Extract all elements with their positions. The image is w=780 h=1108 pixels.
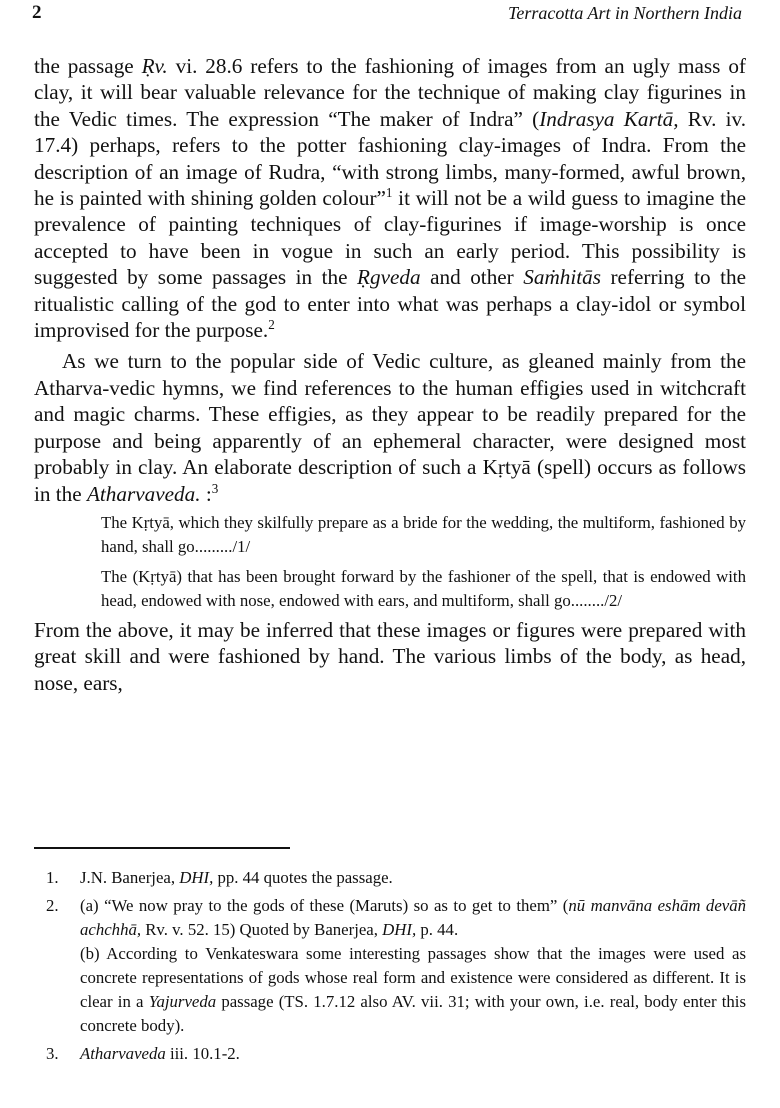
- italic-run: Indrasya Kartā,: [539, 106, 679, 131]
- text-run: it will not be a wild guess to imagine the prevalence of painting techniques of clay-figurines if image-worship is once accepted to have been in vogue in such an early period. This possibility is suggested by some passages in the: [34, 186, 746, 290]
- italic-run: nū manvāna eshām devāñ achchhā,: [80, 896, 746, 939]
- running-title: Terracotta Art in Northern India: [507, 3, 742, 23]
- paragraph-3: [34, 617, 746, 696]
- text-run: :: [200, 481, 212, 506]
- footnote-2b: [80, 942, 746, 1038]
- body-text: [34, 53, 746, 696]
- page-number: 2: [32, 2, 42, 23]
- footnote-3: [46, 1042, 746, 1066]
- footnote-ref: 1: [385, 184, 393, 200]
- text-run: (b) According to Venkateswara some interesting passages show that the images were used as concrete representations of gods whose real form and existence were considered as different. It is clear in a: [80, 944, 746, 1011]
- italic-run: Ṛgveda: [357, 265, 421, 290]
- paragraph-2: [34, 348, 746, 506]
- footnote-2a: [80, 894, 746, 942]
- text-run: the passage: [34, 54, 142, 78]
- footnote-number: 2.: [46, 896, 59, 915]
- text-run: passage (TS. 1.7.12 also AV. vii. 31; with your own, i.e. real, body enter this concrete body).: [80, 992, 746, 1035]
- block-quote-2: The (Kṛtyā) that has been brought forward by the fashioner of the spell, that is endowed with head, endowed with nose, endowed with ears, and multiform, shall go......../2/: [101, 566, 746, 610]
- footnote-ref: 3: [211, 480, 219, 496]
- footnote-ref: 2: [268, 317, 275, 332]
- italic-run: Atharvaveda.: [86, 481, 201, 506]
- text-run: From the above, it may be inferred that these images or figures were prepared with great skill and were fashioned by hand. The various limbs of the body, as head, nose, ears,: [34, 617, 746, 695]
- text-run: referring to the ritualistic calling of the god to enter into what was perhaps a clay-idol or symbol improvised for the purpose.: [34, 265, 746, 343]
- text-run: Rv. iv. 17.4) perhaps, refers to the potter fashioning clay-images of Indra. From the description of an image of Rudra, “with strong limbs, many-formed, awful brown, he is painted with shining golden colour”: [34, 106, 746, 211]
- text-run: As we turn to the popular side of Vedic culture, as gleaned mainly from the Atharva-vedic hymns, we find references to the human effigies used in witchcraft and magic charms. These effigies, as they appear to be readily prepared for the purpose and being apparently of an ephemeral character, were designed most probably in clay. An elaborate description of such a Kṛtyā (spell) occurs as follows in the: [34, 349, 746, 506]
- italic-run: Atharvaveda: [80, 1044, 166, 1063]
- footnotes: [46, 866, 746, 1066]
- footnote-number: 1.: [46, 868, 59, 887]
- text-run: iii. 10.1-2.: [165, 1044, 240, 1063]
- block-quote-1: The Kṛtyā, which they skilfully prepare as a bride for the wedding, the multiform, fashioned by hand, shall go........./1/: [101, 512, 746, 556]
- text-run: p. 44.: [416, 920, 459, 939]
- footnote-number: 3.: [46, 1044, 59, 1063]
- text-run: vi. 28.6 refers to the fashioning of images from an ugly mass of clay, it will bear valuable relevance for the technique of making clay figurines in the Vedic times. The expression “The maker of Indra” (: [34, 54, 746, 131]
- italic-run: DHI,: [179, 868, 214, 887]
- text-run: J.N. Banerjea,: [80, 868, 180, 887]
- footnote-rule: [34, 847, 290, 849]
- text-run: Rv. v. 52. 15) Quoted by Banerjea,: [141, 920, 383, 939]
- italic-run: Saṁhitās: [523, 265, 601, 290]
- paragraph-1: [34, 53, 746, 343]
- text-run: and other: [420, 265, 524, 290]
- italic-run: Yajurveda: [148, 992, 217, 1011]
- italic-run: Ṛv.: [141, 54, 168, 78]
- footnote-1: [46, 866, 746, 890]
- italic-run: DHI,: [382, 920, 417, 939]
- page-header: [30, 2, 742, 26]
- text-run: pp. 44 quotes the passage.: [213, 868, 393, 887]
- text-run: (a) “We now pray to the gods of these (Maruts) so as to get to them” (: [80, 896, 569, 915]
- footnote-2: [46, 894, 746, 1038]
